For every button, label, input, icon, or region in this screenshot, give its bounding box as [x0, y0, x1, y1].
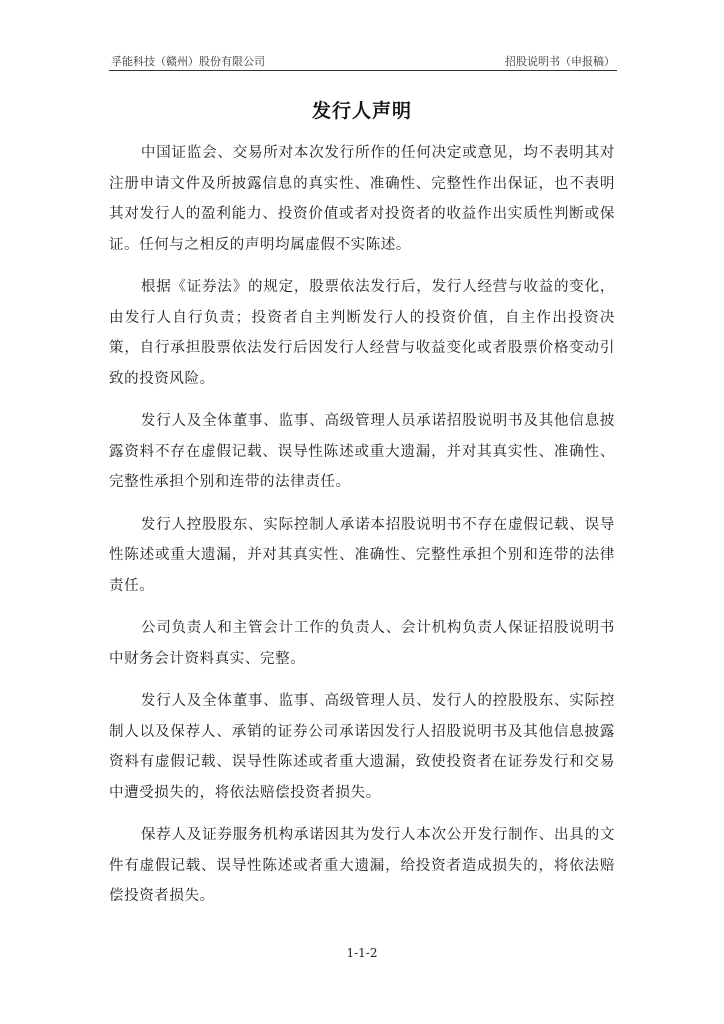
- page-title: 发行人声明: [311, 100, 412, 122]
- page-number: 1-1-2: [346, 946, 378, 960]
- paragraph-6: 发行人及全体董事、监事、高级管理人员、发行人的控股股东、实际控制人以及保荐人、承销的证券公司承诺因发行人招股说明书及其他信息披露资料有虚假记载、误导性陈述或者重大遗漏，致使投资者在证券发行和交易中遭受损失的，将依法赔偿投资者损失。: [109, 693, 615, 801]
- header-company-name: 孚能科技（赣州）股份有限公司: [111, 55, 265, 68]
- paragraph-4: 发行人控股股东、实际控制人承诺本招股说明书不存在虚假记载、误导性陈述或重大遗漏，并对其真实性、准确性、完整性承担个别和连带的法律责任。: [109, 516, 615, 594]
- paragraph-3: 发行人及全体董事、监事、高级管理人员承诺招股说明书及其他信息披露资料不存在虚假记载、误导性陈述或重大遗漏，并对其真实性、准确性、完整性承担个别和连带的法律责任。: [109, 413, 615, 490]
- paragraph-1: 中国证监会、交易所对本次发行所作的任何决定或意见，均不表明其对注册申请文件及所披露信息的真实性、准确性、完整性作出保证，也不表明其对发行人的盈利能力、投资价值或者对投资者的收益作出实质性判断或保证。任何与之相反的声明均属虚假不实陈述。: [109, 145, 615, 253]
- page-header: [109, 50, 617, 71]
- header-document-title: 招股说明书（申报稿）: [505, 55, 615, 68]
- statement-body: [109, 138, 615, 924]
- paragraph-2: 根据《证券法》的规定，股票依法发行后，发行人经营与收益的变化，由发行人自行负责；投资者自主判断发行人的投资价值，自主作出投资决策，自行承担股票依法发行后因发行人经营与收益变化或者股票价格变动引致的投资风险。: [109, 279, 615, 387]
- paragraph-5: 公司负责人和主管会计工作的负责人、会计机构负责人保证招股说明书中财务会计资料真实、完整。: [109, 620, 615, 667]
- paragraph-7: 保荐人及证券服务机构承诺因其为发行人本次公开发行制作、出具的文件有虚假记载、误导性陈述或者重大遗漏，给投资者造成损失的，将依法赔偿投资者损失。: [109, 827, 615, 904]
